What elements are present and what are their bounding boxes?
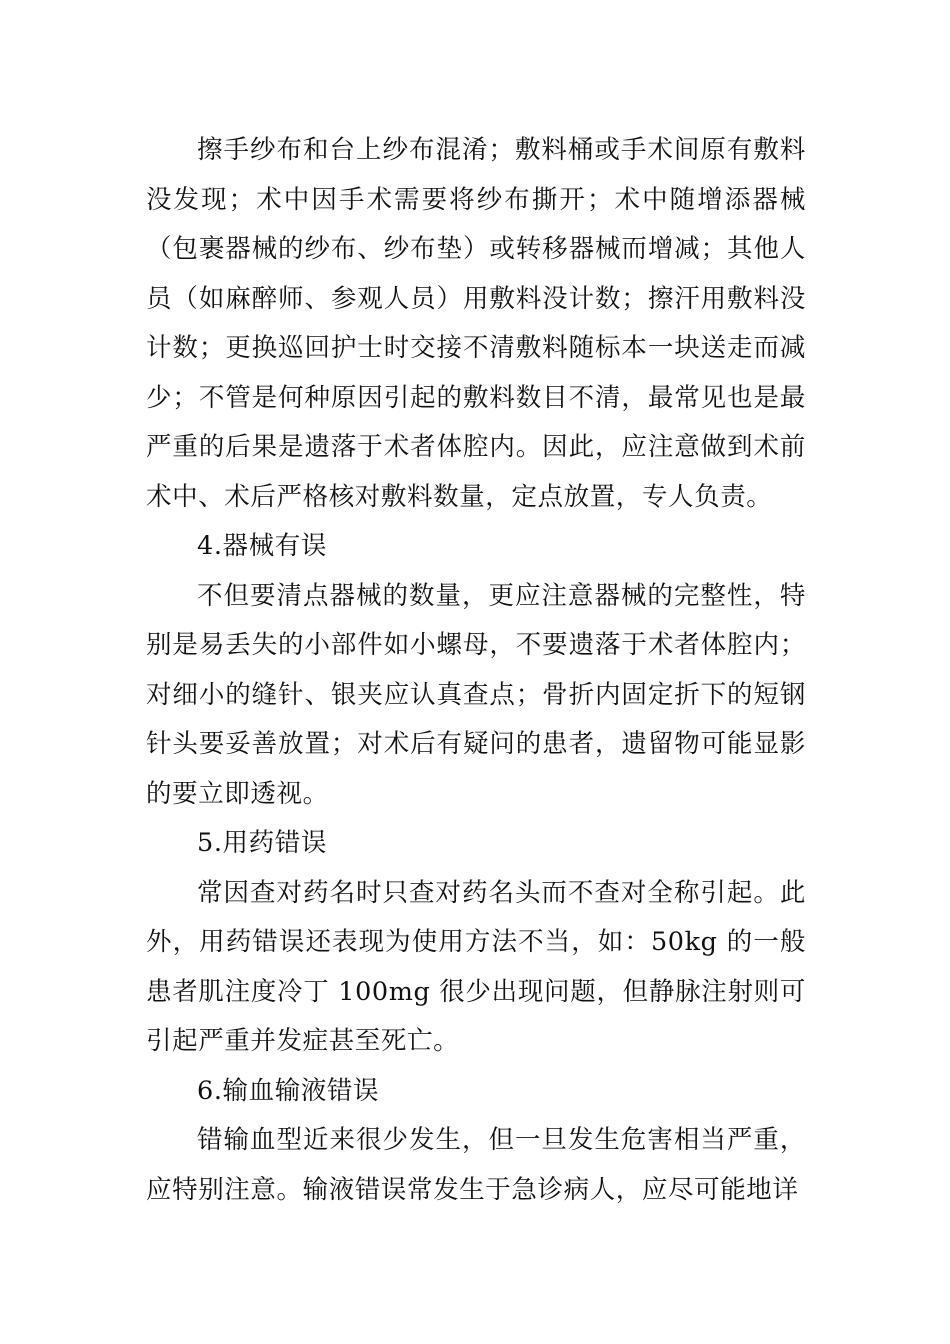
section-heading-instruments: 4.器械有误 <box>197 531 327 561</box>
paragraph-dressing-count: 擦手纱布和台上纱布混淆；敷料桶或手术间原有敷料没发现；术中因手术需要将纱布撕开；术中随增添器械（包裹器械的纱布、纱布垫）或转移器械而增减；其他人员（如麻醉师、参观人员）用敷料没计数；擦汗用敷料没计数；更换巡回护士时交接不清敷料随标本一块送走而减少；不管是何种原因引起的敷料数目不清，最常见也是最严重的后果是遗落于术者体腔内。因此，应注意做到术前术中、术后严格核对敷料数量，定点放置，专人负责。 <box>146 135 806 512</box>
paragraph-medication: 常因查对药名时只查对药名头而不查对全称引起。此外，用药错误还表现为使用方法不当，如：50kg 的一般患者肌注度冷丁 100mg 很少出现问题，但静脉注射则可引起严重并发症甚至死亡。 <box>146 877 806 1056</box>
section-heading-transfusion: 6.输血输液错误 <box>197 1075 380 1106</box>
paragraph-instruments: 不但要清点器械的数量，更应注意器械的完整性，特别是易丢失的小部件如小螺母，不要遗落于术者体腔内；对细小的缝针、银夹应认真查点；骨折内固定折下的短钢针头要妥善放置；对术后有疑问的患者，遗留物可能显影的要立即透视。 <box>146 580 806 809</box>
paragraph-transfusion: 错输血型近来很少发生，但一旦发生危害相当严重，应特别注意。输液错误常发生于急诊病人，应尽可能地详 <box>146 1125 806 1205</box>
document-body <box>146 126 806 1215</box>
section-heading-medication: 5.用药错误 <box>197 828 327 858</box>
